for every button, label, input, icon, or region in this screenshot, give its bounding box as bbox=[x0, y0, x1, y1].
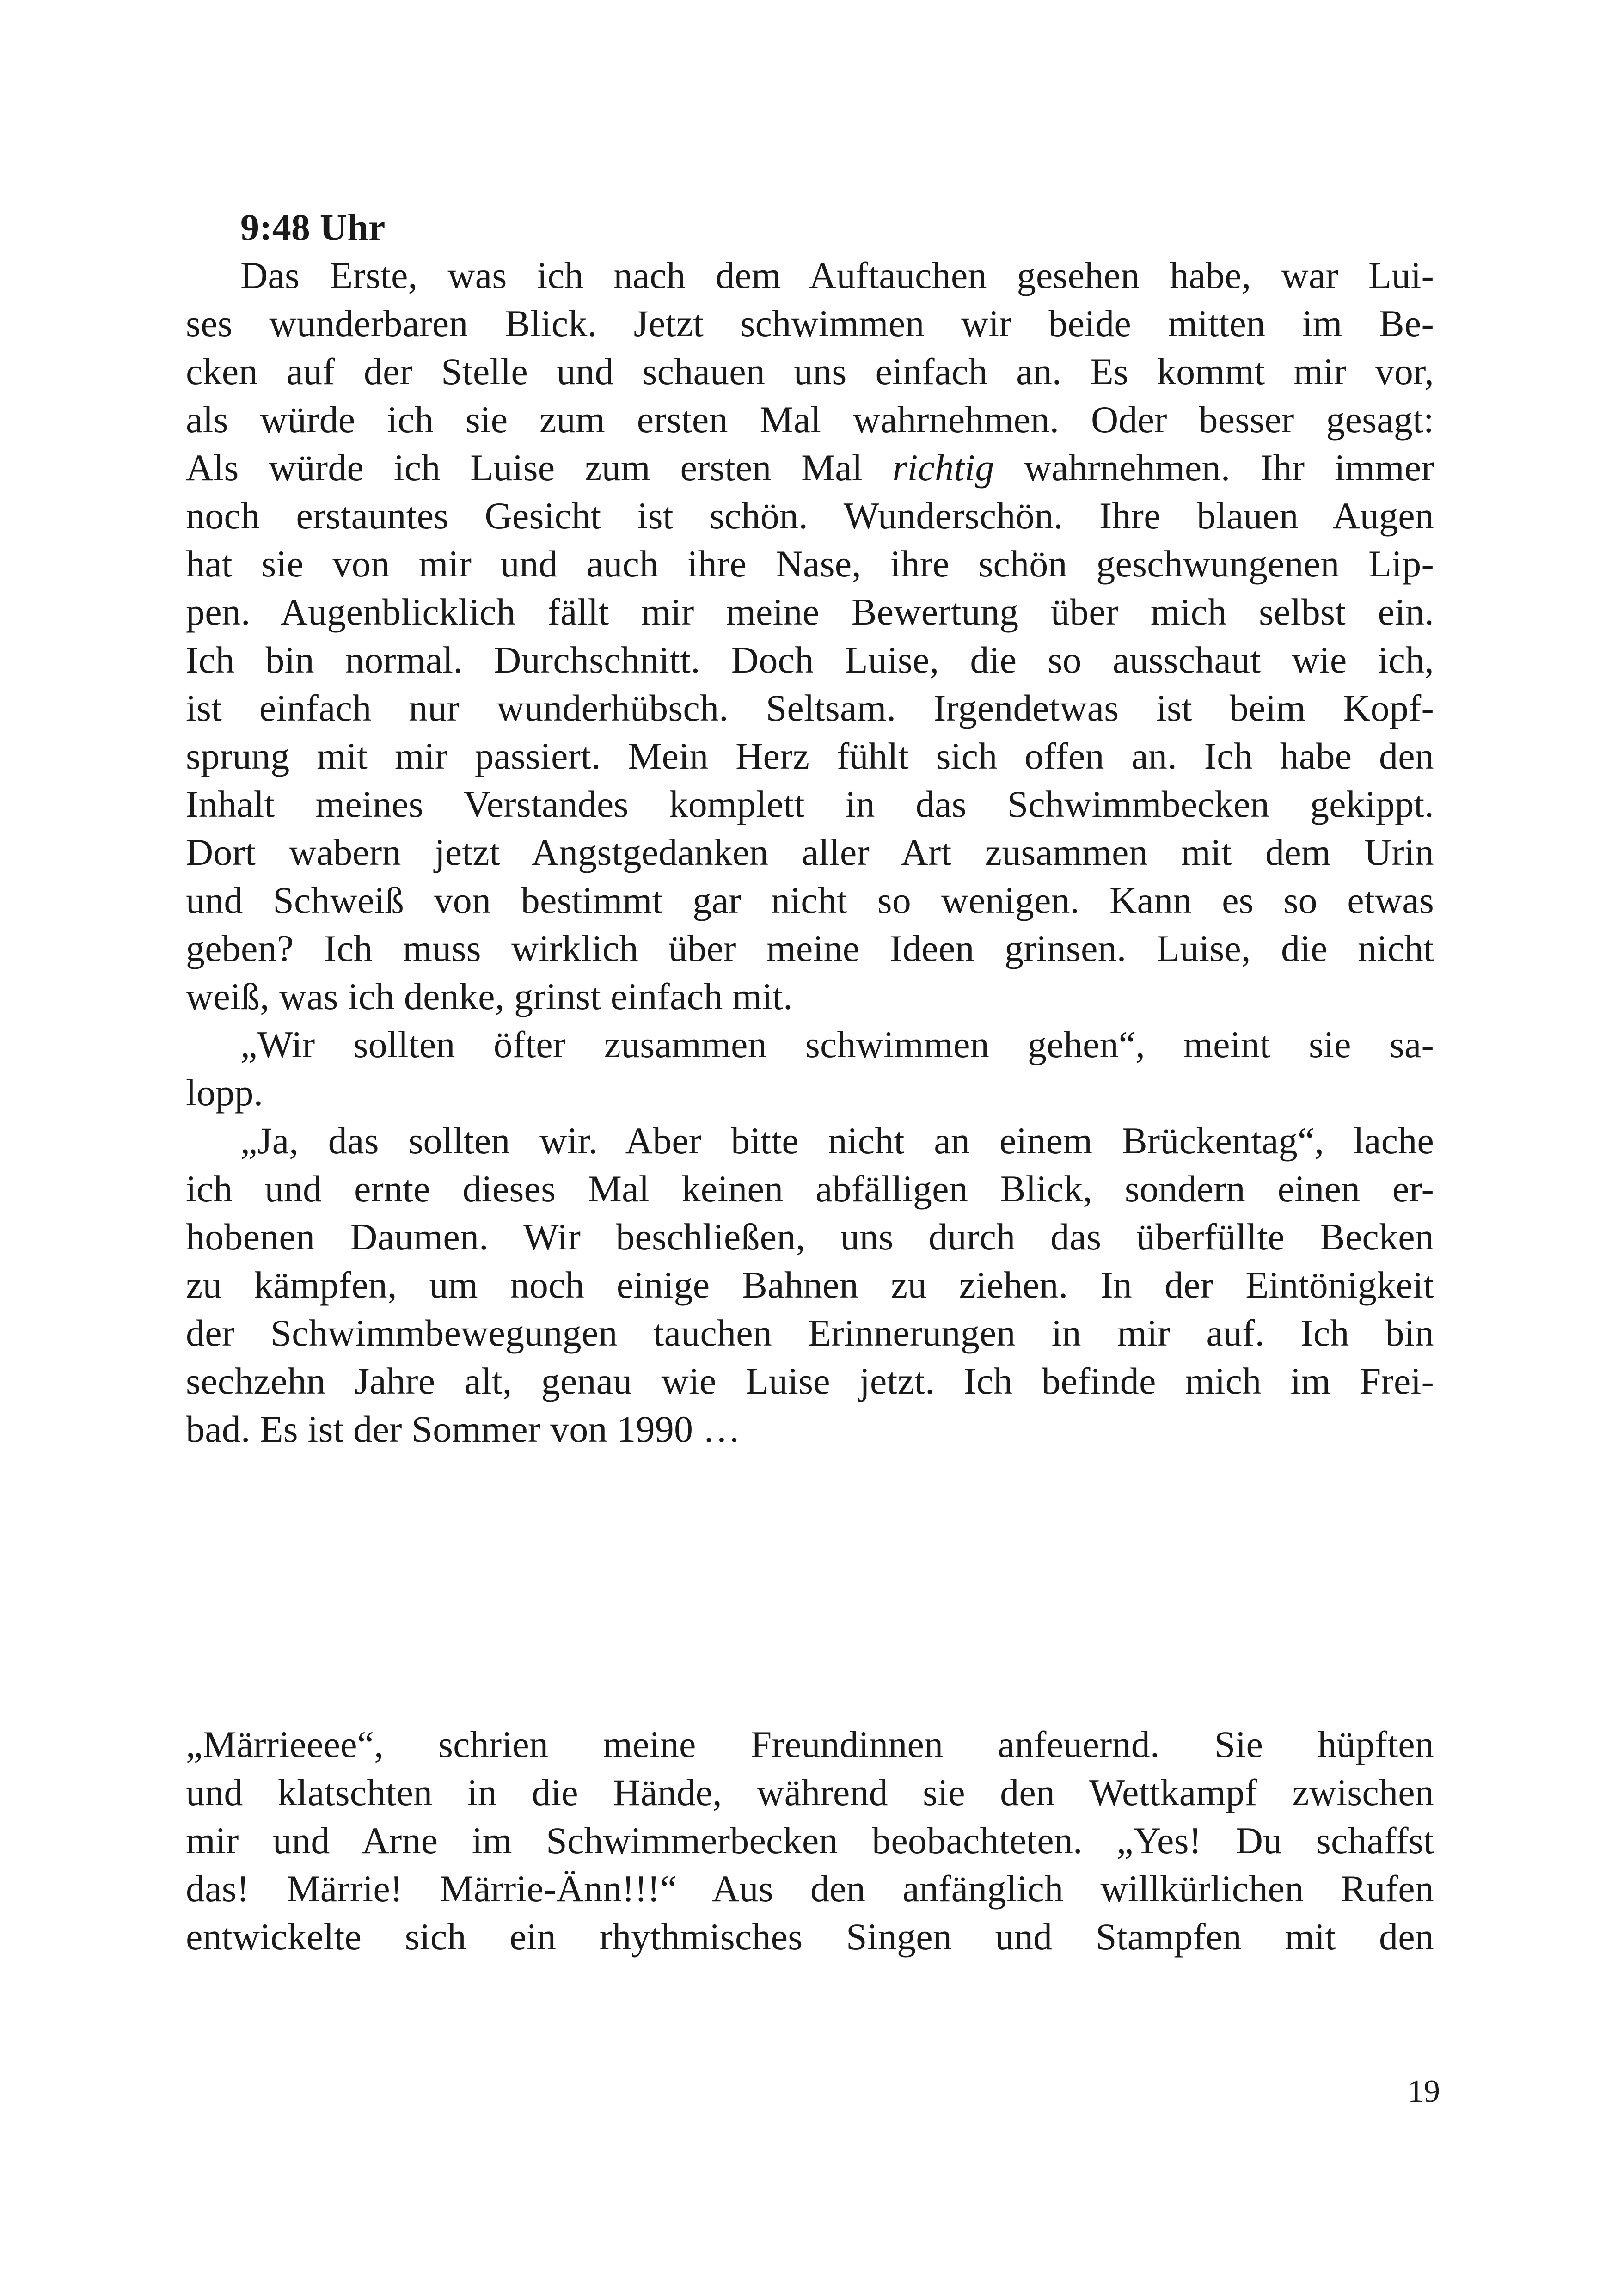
paragraph-1-line: geben? Ich muss wirklich über meine Ideen grinsen. Luise, die nicht bbox=[186, 927, 1434, 969]
paragraph-1-line: Dort wabern jetzt Angstgedanken aller Art zusammen mit dem Urin bbox=[186, 831, 1434, 873]
section-heading: 9:48 Uhr bbox=[240, 206, 386, 248]
paragraph-1-line: Inhalt meines Verstandes komplett in das Schwimmbecken gekippt. bbox=[186, 783, 1434, 825]
paragraph-1-line: hat sie von mir und auch ihre Nase, ihre schön geschwungenen Lip- bbox=[186, 543, 1434, 585]
paragraph-1-line: noch erstauntes Gesicht ist schön. Wunderschön. Ihre blauen Augen bbox=[186, 495, 1434, 537]
paragraph-4-line: entwickelte sich ein rhythmisches Singen und Stampfen mit den bbox=[186, 1916, 1434, 1958]
paragraph-1-line: und Schweiß von bestimmt gar nicht so wenigen. Kann es so etwas bbox=[186, 879, 1434, 921]
paragraph-3-line: zu kämpfen, um noch einige Bahnen zu ziehen. In der Eintönigkeit bbox=[186, 1264, 1434, 1306]
paragraph-4-line: und klatschten in die Hände, während sie den Wettkampf zwischen bbox=[186, 1771, 1434, 1813]
emphasized-word: richtig bbox=[892, 447, 994, 489]
paragraph-2-line: „Wir sollten öfter zusammen schwimmen gehen“, meint sie sa- bbox=[240, 1023, 1434, 1065]
paragraph-1-line: ist einfach nur wunderhübsch. Seltsam. Irgendetwas ist beim Kopf- bbox=[186, 687, 1434, 729]
paragraph-1-line: als würde ich sie zum ersten Mal wahrnehmen. Oder besser gesagt: bbox=[186, 398, 1434, 441]
paragraph-3-line: der Schwimmbewegungen tauchen Erinnerungen in mir auf. Ich bin bbox=[186, 1312, 1434, 1354]
paragraph-4-line: „Märrieeee“, schrien meine Freundinnen anfeuernd. Sie hüpften bbox=[186, 1723, 1434, 1765]
paragraph-1-line: Ich bin normal. Durchschnitt. Doch Luise, die so ausschaut wie ich, bbox=[186, 639, 1434, 681]
paragraph-3-line: „Ja, das sollten wir. Aber bitte nicht an einem Brückentag“, lache bbox=[240, 1120, 1434, 1162]
line-text: Als würde ich Luise zum ersten Mal bbox=[186, 447, 893, 489]
paragraph-1-line: pen. Augenblicklich fällt mir meine Bewertung über mich selbst ein. bbox=[186, 591, 1434, 633]
paragraph-4-line: mir und Arne im Schwimmerbecken beobachteten. „Yes! Du schaffst bbox=[186, 1819, 1434, 1861]
paragraph-3-line: hobenen Daumen. Wir beschließen, uns durch das überfüllte Becken bbox=[186, 1216, 1434, 1258]
paragraph-3-line: bad. Es ist der Sommer von 1990 … bbox=[186, 1408, 741, 1450]
paragraph-2-line: lopp. bbox=[186, 1071, 264, 1114]
paragraph-1-line-with-emphasis bbox=[186, 444, 1434, 492]
paragraph-3-line: sechzehn Jahre alt, genau wie Luise jetzt. Ich befinde mich im Frei- bbox=[186, 1360, 1434, 1402]
text-block-lower bbox=[186, 1720, 1434, 1961]
page-number: 19 bbox=[1408, 2074, 1440, 2109]
paragraph-3-line: ich und ernte dieses Mal keinen abfälligen Blick, sondern einen er- bbox=[186, 1168, 1434, 1210]
paragraph-1-line: weiß, was ich denke, grinst einfach mit. bbox=[186, 975, 793, 1017]
line-text: wahrnehmen. Ihr immer bbox=[994, 447, 1434, 489]
paragraph-1-line: ses wunderbaren Blick. Jetzt schwimmen wir beide mitten im Be- bbox=[186, 302, 1434, 344]
paragraph-1-line: Das Erste, was ich nach dem Auftauchen gesehen habe, war Lui- bbox=[240, 254, 1434, 296]
text-block-upper bbox=[186, 203, 1434, 1453]
paragraph-1-line: sprung mit mir passiert. Mein Herz fühlt sich offen an. Ich habe den bbox=[186, 735, 1434, 777]
paragraph-4-line: das! Märrie! Märrie-Ännǃǃǃ“ Aus den anfänglich willkürlichen Rufen bbox=[186, 1867, 1434, 1910]
paragraph-1-line: cken auf der Stelle und schauen uns einfach an. Es kommt mir vor, bbox=[186, 350, 1434, 392]
